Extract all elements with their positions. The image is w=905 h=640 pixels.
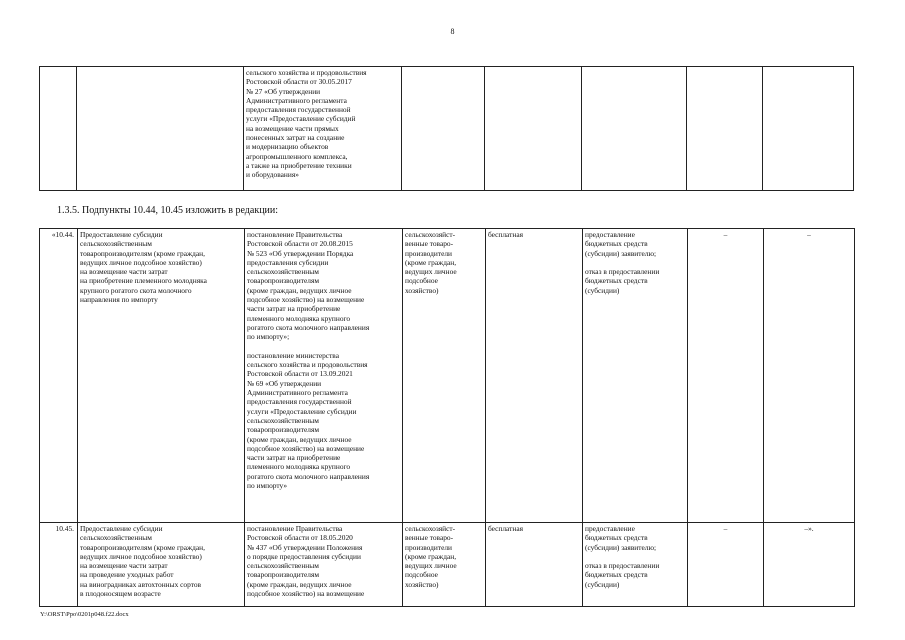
- table-row: [40, 523, 855, 607]
- cell-fee: бесплатная: [486, 523, 583, 607]
- cell-service-name: [77, 67, 244, 191]
- cell-recipients: [402, 67, 485, 191]
- file-path-footer: Y:\ORST\Ppo\0201p048.f22.docx: [40, 611, 129, 618]
- continuation-table: [39, 66, 854, 191]
- cell-num: [40, 67, 77, 191]
- cell-recipients: сельскохозяйст- венные товаро- производители (кроме граждан, ведущих личное подсобное хозяйство): [403, 229, 486, 523]
- cell-service-name: Предоставление субсидии сельскохозяйственным товаропроизводителям (кроме граждан, ведущих личное подсобное хозяйство) на возмещение части затрат на приобретение племенного молодняка крупного рогатого скота молочного направления по импорту: [78, 229, 245, 523]
- cell-col8: –: [764, 229, 855, 523]
- section-heading: 1.3.5. Подпункты 10.44, 10.45 изложить в редакции:: [57, 205, 279, 216]
- cell-legal-basis: сельского хозяйства и продовольствия Ростовской области от 30.05.2017 № 27 «Об утверждении Административного регламента предоставления государственной услуги «Предоставление субсидий на возмещение части прямых понесенных затрат на создание и модернизацию объектов агропромышленного комплекса, а также на приобретение техники и оборудования»: [244, 67, 402, 191]
- table-row: [40, 67, 854, 191]
- cell-recipients: сельскохозяйст- венные товаро- производители (кроме граждан, ведущих личное подсобное хозяйство): [403, 523, 486, 607]
- cell-result: [582, 67, 687, 191]
- cell-col8: [763, 67, 854, 191]
- cell-num: «10.44.: [40, 229, 78, 523]
- cell-col7: –: [688, 229, 764, 523]
- cell-result: предоставление бюджетных средств (субсидии) заявителю; отказ в предоставлении бюджетных средств (субсидии): [583, 229, 688, 523]
- cell-col8: –».: [764, 523, 855, 607]
- table-row: [40, 229, 855, 523]
- cell-num: 10.45.: [40, 523, 78, 607]
- cell-legal-basis: постановление Правительства Ростовской области от 20.08.2015 № 523 «Об утверждении Порядка предоставления субсидии сельскохозяйственным товаропроизводителям (кроме граждан, ведущих личное подсобное хозяйство) на возмещение части затрат на приобретение племенного молодняка крупного рогатого скота молочного направления по импорту»; постановление министерства сельского хозяйства и продовольствия Ростовской области от 13.09.2021 № 69 «Об утверждении Административного регламента предоставления государственной услуги «Предоставление субсидии сельскохозяйственным товаропроизводителям (кроме граждан, ведущих личное подсобное хозяйство) на возмещение части затрат на приобретение племенного молодняка крупного рогатого скота молочного направления по импорту»: [245, 229, 403, 523]
- cell-legal-basis: постановление Правительства Ростовской области от 18.05.2020 № 437 «Об утверждении Положения о порядке предоставления субсидии сельскохозяйственным товаропроизводителям (кроме граждан, ведущих личное подсобное хозяйство) на возмещение: [245, 523, 403, 607]
- cell-result: предоставление бюджетных средств (субсидии) заявителю; отказ в предоставлении бюджетных средств (субсидии): [583, 523, 688, 607]
- cell-col7: [687, 67, 763, 191]
- cell-service-name: Предоставление субсидии сельскохозяйственным товаропроизводителям (кроме граждан, ведущих личное подсобное хозяйство) на возмещение части затрат на проведение уходных работ на виноградниках автохтонных сортов в плодоносящем возрасте: [78, 523, 245, 607]
- cell-fee: бесплатная: [486, 229, 583, 523]
- cell-fee: [485, 67, 582, 191]
- services-table: [39, 228, 855, 607]
- page-number: 8: [450, 27, 455, 36]
- cell-col7: –: [688, 523, 764, 607]
